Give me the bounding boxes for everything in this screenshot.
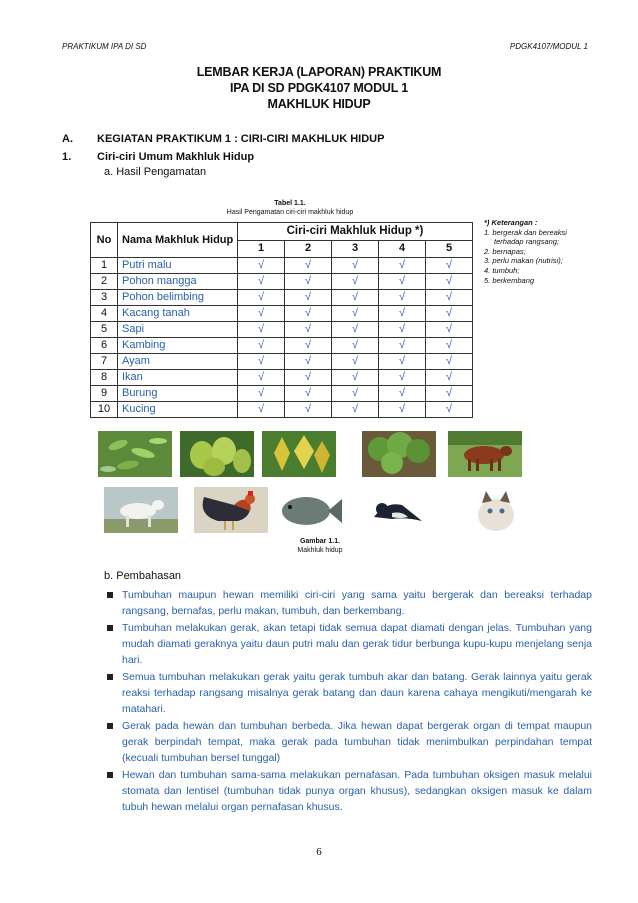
title-line-3: MAKHLUK HIDUP bbox=[267, 97, 371, 111]
check-mark: √ bbox=[238, 306, 285, 322]
header-name: Nama Makhluk Hidup bbox=[118, 223, 238, 258]
organism-name: Burung bbox=[118, 386, 238, 402]
bullet-square-icon bbox=[107, 723, 113, 729]
check-mark: √ bbox=[285, 258, 332, 274]
check-mark: √ bbox=[285, 306, 332, 322]
row-number: 10 bbox=[91, 402, 118, 418]
table-row bbox=[91, 338, 473, 354]
check-mark: √ bbox=[332, 322, 379, 338]
check-mark: √ bbox=[332, 258, 379, 274]
check-mark: √ bbox=[379, 338, 426, 354]
discussion-item bbox=[104, 767, 592, 815]
photo-kucing bbox=[458, 487, 532, 533]
bullet-square-icon bbox=[107, 772, 113, 778]
table-row bbox=[91, 386, 473, 402]
check-mark: √ bbox=[238, 354, 285, 370]
section-1-number: 1. bbox=[62, 151, 72, 163]
check-mark: √ bbox=[332, 370, 379, 386]
check-mark: √ bbox=[332, 290, 379, 306]
section-a-heading: KEGIATAN PRAKTIKUM 1 : CIRI-CIRI MAKHLUK HIDUP bbox=[97, 133, 385, 145]
check-mark: √ bbox=[238, 338, 285, 354]
check-mark: √ bbox=[426, 402, 473, 418]
organism-name: Ikan bbox=[118, 370, 238, 386]
discussion-item bbox=[104, 620, 592, 668]
title-line-2: IPA DI SD PDGK4107 MODUL 1 bbox=[230, 81, 408, 95]
photo-belimbing bbox=[262, 431, 336, 477]
check-mark: √ bbox=[285, 322, 332, 338]
table-row bbox=[91, 322, 473, 338]
photo-kacang-tanah bbox=[362, 431, 436, 477]
table-row bbox=[91, 258, 473, 274]
check-mark: √ bbox=[379, 322, 426, 338]
bullet-square-icon bbox=[107, 592, 113, 598]
subsection-a-heading: a. Hasil Pengamatan bbox=[104, 166, 207, 178]
check-mark: √ bbox=[285, 354, 332, 370]
row-number: 4 bbox=[91, 306, 118, 322]
check-mark: √ bbox=[379, 258, 426, 274]
check-mark: √ bbox=[285, 402, 332, 418]
check-mark: √ bbox=[426, 274, 473, 290]
header-ciri-1: 1 bbox=[238, 240, 285, 258]
table-row bbox=[91, 274, 473, 290]
row-number: 5 bbox=[91, 322, 118, 338]
check-mark: √ bbox=[379, 386, 426, 402]
subsection-b-heading: b. Pembahasan bbox=[104, 570, 182, 582]
header-ciri-3: 3 bbox=[332, 240, 379, 258]
organism-name: Pohon belimbing bbox=[118, 290, 238, 306]
observation-table bbox=[90, 222, 473, 418]
discussion-text: Semua tumbuhan melakukan gerak yaitu gerak tumbuh akar dan batang. Gerak lainnya yaitu gerak reaksi terhadap rangsang misalnya gerak batang dan daun karena cahaya mengikuti/mengarah ke matahari. bbox=[122, 671, 592, 715]
check-mark: √ bbox=[379, 290, 426, 306]
check-mark: √ bbox=[285, 338, 332, 354]
organism-name: Ayam bbox=[118, 354, 238, 370]
photo-mangga bbox=[180, 431, 254, 477]
discussion-text: Hewan dan tumbuhan sama-sama melakukan pernafasan. Pada tumbuhan oksigen masuk melalui stomata dan lentisel (tumbuhan tidak punya organ khusus), sedangkan oksigen masuk ke dalam tubuh hewan melalui organ pernafasan khusus. bbox=[122, 769, 592, 813]
photo-ayam bbox=[194, 487, 268, 533]
check-mark: √ bbox=[426, 306, 473, 322]
check-mark: √ bbox=[285, 274, 332, 290]
section-a-number: A. bbox=[62, 133, 73, 145]
figure-caption-label: Gambar 1.1. bbox=[299, 538, 341, 545]
check-mark: √ bbox=[285, 370, 332, 386]
header-ciri-5: 5 bbox=[426, 240, 473, 258]
check-mark: √ bbox=[332, 354, 379, 370]
legend-item: 4. tumbuh; bbox=[484, 265, 520, 275]
row-number: 1 bbox=[91, 258, 118, 274]
table-caption-label: Tabel 1.1. bbox=[274, 200, 306, 207]
check-mark: √ bbox=[426, 386, 473, 402]
check-mark: √ bbox=[238, 322, 285, 338]
photo-kambing bbox=[104, 487, 178, 533]
table-row bbox=[91, 306, 473, 322]
photo-ikan bbox=[272, 487, 346, 533]
discussion-text: Gerak pada hewan dan tumbuhan berbeda. Jika hewan dapat bergerak organ di tempat maupun gerak berpindah tempat, maka gerak pada tumbuhan tidak menimbulkan perpindahan tempat (kecuali tumbuhan bersel tunggal) bbox=[122, 720, 592, 764]
check-mark: √ bbox=[238, 402, 285, 418]
header-ciri-4: 4 bbox=[379, 240, 426, 258]
legend-title: *) Keterangan : bbox=[484, 218, 538, 227]
discussion-text: Tumbuhan maupun hewan memiliki ciri-ciri yang sama yaitu bergerak dan bereaksi terhadap rangsang, bernafas, perlu makan, tumbuh, dan berkembang. bbox=[122, 589, 592, 617]
row-number: 6 bbox=[91, 338, 118, 354]
pembahasan-list bbox=[104, 587, 592, 816]
check-mark: √ bbox=[285, 386, 332, 402]
check-mark: √ bbox=[238, 370, 285, 386]
photo-burung bbox=[362, 487, 436, 533]
check-mark: √ bbox=[426, 370, 473, 386]
organism-name: Sapi bbox=[118, 322, 238, 338]
discussion-item bbox=[104, 718, 592, 766]
legend-item: 2. bernapas; bbox=[484, 246, 526, 256]
organism-name: Kacang tanah bbox=[118, 306, 238, 322]
table-row bbox=[91, 370, 473, 386]
title-line-1: LEMBAR KERJA (LAPORAN) PRAKTIKUM bbox=[196, 65, 442, 79]
check-mark: √ bbox=[426, 258, 473, 274]
header-left: PRAKTIKUM IPA DI SD bbox=[62, 42, 147, 51]
table-row bbox=[91, 354, 473, 370]
legend-keterangan bbox=[484, 218, 594, 285]
page-header bbox=[62, 42, 588, 51]
check-mark: √ bbox=[332, 386, 379, 402]
bullet-square-icon bbox=[107, 674, 113, 680]
table-row bbox=[91, 402, 473, 418]
check-mark: √ bbox=[332, 402, 379, 418]
check-mark: √ bbox=[285, 290, 332, 306]
figure-caption bbox=[260, 537, 380, 555]
check-mark: √ bbox=[238, 386, 285, 402]
document-title bbox=[0, 64, 638, 112]
table-caption bbox=[190, 199, 390, 217]
check-mark: √ bbox=[332, 338, 379, 354]
check-mark: √ bbox=[379, 306, 426, 322]
discussion-text: Tumbuhan melakukan gerak, akan tetapi tidak semua dapat diamati dengan jelas. Tumbuhan yang mudah diamati geraknya yaitu daun putri malu dan gerak tidur berbunga kupu-kupu menjelang senja hari. bbox=[122, 622, 592, 666]
discussion-item bbox=[104, 587, 592, 619]
organism-name: Putri malu bbox=[118, 258, 238, 274]
organism-name: Kambing bbox=[118, 338, 238, 354]
check-mark: √ bbox=[238, 258, 285, 274]
check-mark: √ bbox=[332, 274, 379, 290]
header-right: PDGK4107/MODUL 1 bbox=[509, 42, 588, 51]
organism-name: Kucing bbox=[118, 402, 238, 418]
row-number: 3 bbox=[91, 290, 118, 306]
header-ciri-group: Ciri-ciri Makhluk Hidup *) bbox=[238, 223, 473, 241]
photo-sapi bbox=[448, 431, 522, 477]
page-number: 6 bbox=[316, 846, 322, 858]
section-1-heading: Ciri-ciri Umum Makhluk Hidup bbox=[97, 151, 255, 163]
table-row bbox=[91, 290, 473, 306]
figure-caption-text: Makhluk hidup bbox=[297, 547, 343, 554]
header-ciri-2: 2 bbox=[285, 240, 332, 258]
header-no: No bbox=[91, 223, 118, 258]
bullet-square-icon bbox=[107, 625, 113, 631]
photo-putri-malu bbox=[98, 431, 172, 477]
check-mark: √ bbox=[426, 338, 473, 354]
check-mark: √ bbox=[426, 290, 473, 306]
check-mark: √ bbox=[379, 370, 426, 386]
check-mark: √ bbox=[332, 306, 379, 322]
check-mark: √ bbox=[426, 354, 473, 370]
discussion-item bbox=[104, 669, 592, 717]
row-number: 7 bbox=[91, 354, 118, 370]
legend-item: 1. bergerak dan bereaksi terhadap rangsang; bbox=[484, 227, 567, 247]
row-number: 9 bbox=[91, 386, 118, 402]
check-mark: √ bbox=[379, 274, 426, 290]
legend-item: 3. perlu makan (nutrisi); bbox=[484, 256, 563, 266]
row-number: 2 bbox=[91, 274, 118, 290]
table-caption-text: Hasil Pengamatan ciri-ciri makhluk hidup bbox=[226, 209, 354, 216]
check-mark: √ bbox=[238, 290, 285, 306]
row-number: 8 bbox=[91, 370, 118, 386]
check-mark: √ bbox=[426, 322, 473, 338]
check-mark: √ bbox=[379, 402, 426, 418]
organism-name: Pohon mangga bbox=[118, 274, 238, 290]
check-mark: √ bbox=[379, 354, 426, 370]
legend-item: 5. berkembang bbox=[484, 275, 535, 285]
check-mark: √ bbox=[238, 274, 285, 290]
